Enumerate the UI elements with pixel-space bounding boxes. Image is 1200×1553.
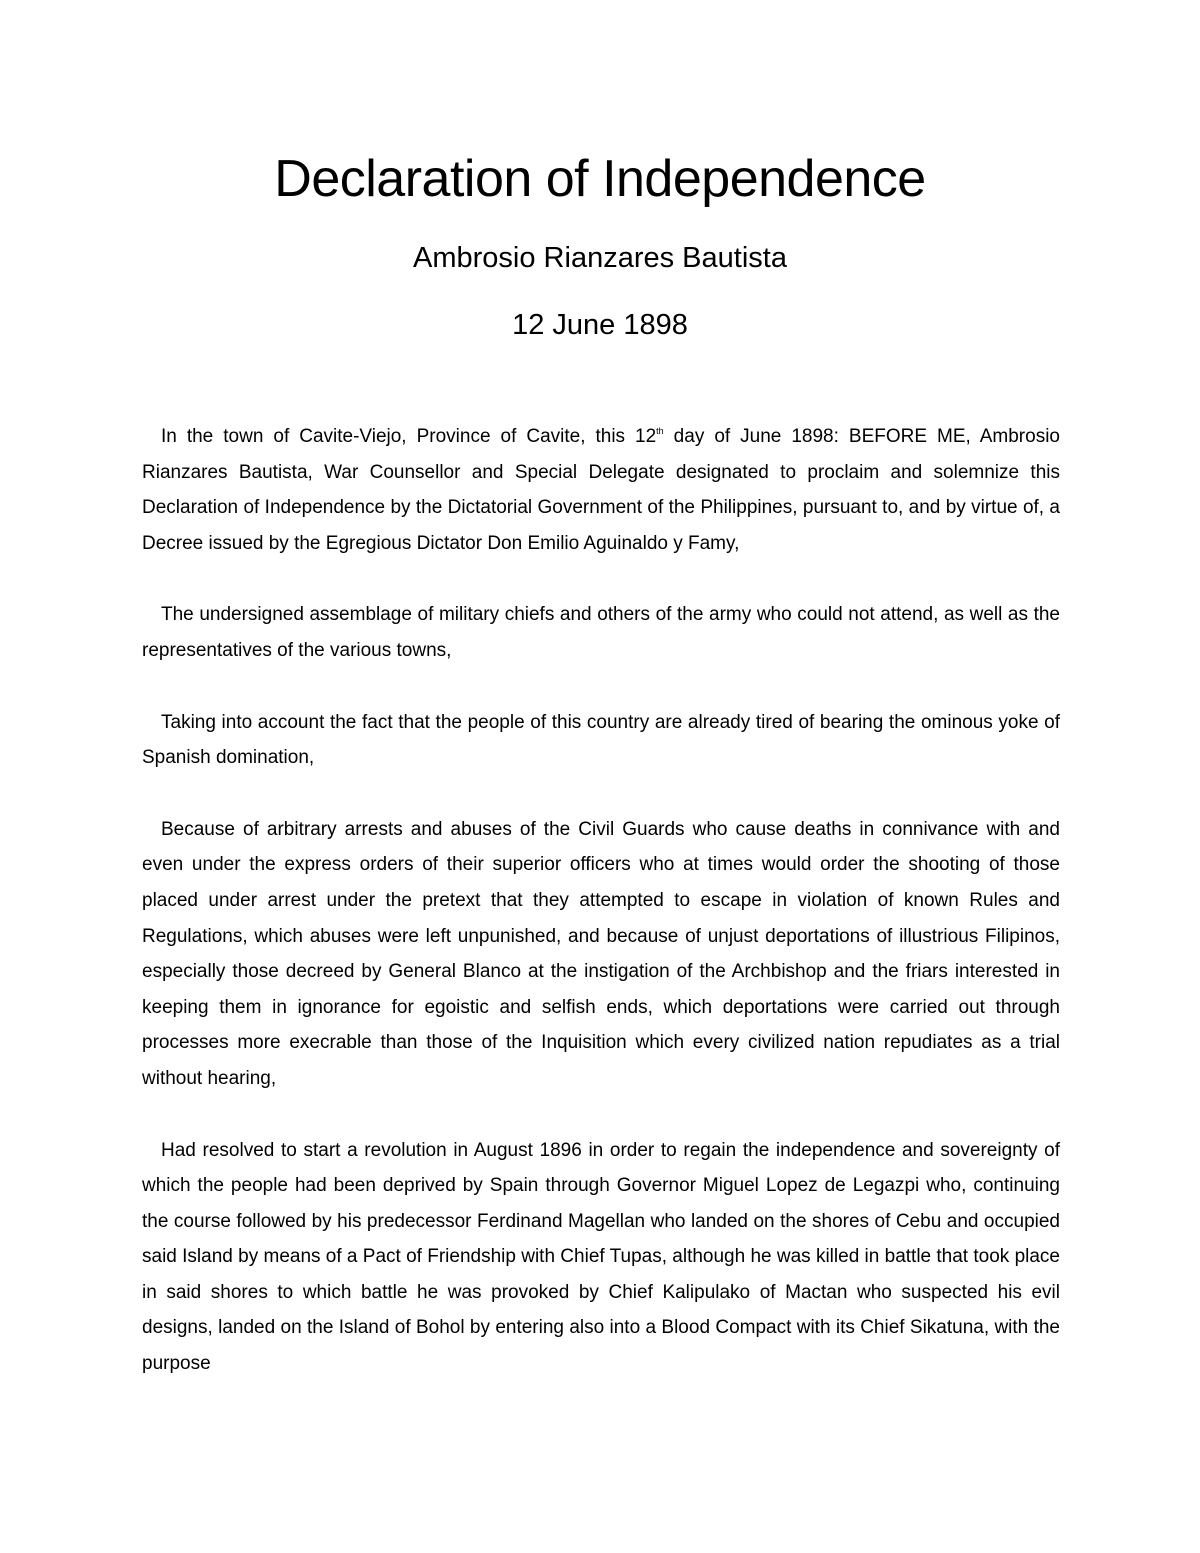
paragraph-5: Had resolved to start a revolution in August 1896 in order to regain the independence and sovereignty of which the people had been deprived by Spain through Governor Miguel Lopez de Legazpi who, continuing the course followed by his predecessor Ferdinand Magellan who landed on the shores of Cebu and occupied said Island by means of a Pact of Friendship with Chief Tupas, although he was killed in battle that took place in said shores to which battle he was provoked by Chief Kalipulako of Mactan who suspected his evil designs, landed on the Island of Bohol by entering also into a Blood Compact with its Chief Sikatuna, with the purpose [142,1139,1060,1375]
document-title: Declaration of Independence [274,150,926,208]
document-body [142,419,1060,1418]
paragraph-4: Because of arbitrary arrests and abuses of the Civil Guards who cause deaths in connivance with and even under the express orders of their superior officers who at times would order the shooting of those placed under arrest under the pretext that they attempted to escape in violation of known Rules and Regulations, which abuses were left unpunished, and because of unjust deportations of illustrious Filipinos, especially those decreed by General Blanco at the instigation of the Archbishop and the friars interested in keeping them in ignorance for egoistic and selfish ends, which deportations were carried out through processes more execrable than those of the Inquisition which every civilized nation repudiates as a trial without hearing, [142,818,1060,1089]
paragraph-1-start: In the town of Cavite-Viejo, Province of Cavite, this 12 [161,426,657,447]
document-author: Ambrosio Rianzares Bautista [413,242,787,274]
paragraph-1 [142,419,1060,561]
paragraph-1-rest: day of June 1898: BEFORE ME, Ambrosio Rianzares Bautista, War Counsellor and Special Delegate designated to proclaim and solemnize this Declaration of Independence by the Dictatorial Government of the Philippines, pursuant to, and by virtue of, a Decree issued by the Egregious Dictator Don Emilio Aguinaldo y Famy, [142,426,1060,554]
paragraph-3: Taking into account the fact that the people of this country are already tired of bearing the ominous yoke of Spanish domination, [142,711,1060,769]
document-date: 12 June 1898 [512,309,688,341]
ordinal-suffix: th [656,426,664,436]
paragraph-2: The undersigned assemblage of military chiefs and others of the army who could not attend, as well as the representatives of the various towns, [142,604,1060,661]
